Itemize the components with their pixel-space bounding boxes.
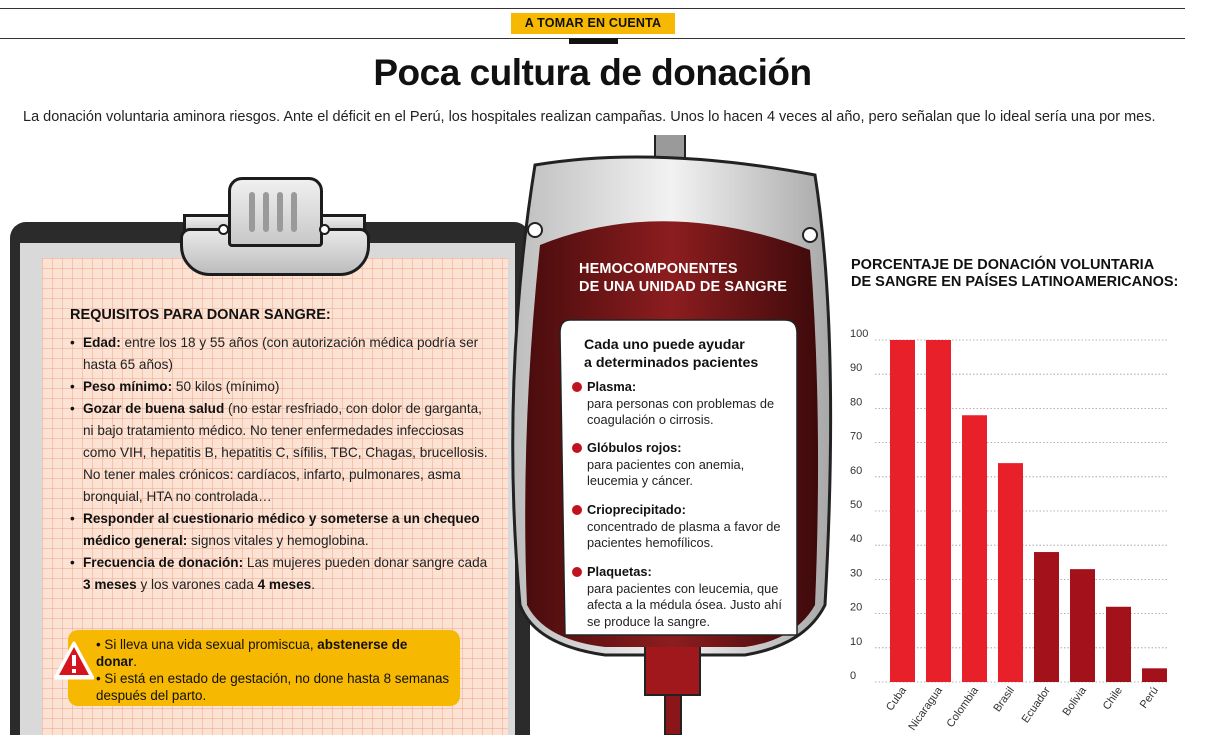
y-tick-label: 70 [850, 430, 863, 443]
bar-perú [1142, 668, 1167, 682]
component-cryo: Crioprecipitado: concentrado de plasma a favor de pacientes hemofílicos. [572, 502, 782, 552]
component-platelets: Plaquetas: para pacientes con leucemia, que afecta a la médula ósea. Justo ahí se produce la sangre. [572, 564, 782, 630]
requirements-title: REQUISITOS PARA DONAR SANGRE: [70, 307, 331, 323]
clip-top [228, 177, 323, 247]
y-tick-label: 50 [850, 499, 863, 511]
y-tick-label: 30 [850, 567, 863, 580]
hemocomponents-card-title: Cada uno puede ayudar a determinados pacientes [584, 337, 759, 371]
hemocomponents-title: HEMOCOMPONENTES DE UNA UNIDAD DE SANGRE [579, 261, 787, 295]
chart-title: PORCENTAJE DE DONACIÓN VOLUNTARIA DE SANGRE EN PAÍSES LATINOAMERICANOS: [851, 257, 1179, 290]
requirement-age: • Edad: entre los 18 y 55 años (con autorización médica podría ser hasta 65 años) [70, 332, 490, 376]
y-tick-label: 100 [850, 328, 869, 340]
bar-chart [845, 315, 1175, 735]
x-tick-label: Brasil [991, 684, 1017, 715]
y-tick-label: 40 [850, 533, 863, 546]
requirement-health: • Gozar de buena salud (no estar resfriado, con dolor de garganta, ni bajo tratamiento médico. No tener enfermedades infecciosas como VIH, hepatitis B, hepatitis C, sífilis, TBC, Chagas, brucellosis. No tener males crónicos: cardíacos, infarto, pulmonares, asma bronquial, HTA no controlada… [70, 398, 490, 508]
page-title: Poca cultura de donación [373, 52, 812, 93]
x-tick-label: Cuba [884, 684, 909, 714]
bar-brasil [998, 463, 1023, 682]
warning-line-2: • Si está en estado de gestación, no done hasta 8 semanas después del parto. [96, 671, 450, 703]
clip-rivet-right [319, 224, 330, 235]
bar-colombia [962, 415, 987, 682]
page-subtitle: La donación voluntaria aminora riesgos. Ante el déficit en el Perú, los hospitales realizan campañas. Unos lo hacen 4 veces al año, pero señalan que lo ideal sería una por mes. [23, 109, 1156, 125]
y-tick-label: 90 [850, 362, 863, 375]
warning-line-1: • Si lleva una vida sexual promiscua, abstenerse de donar. [96, 637, 408, 669]
y-tick-label: 10 [850, 635, 863, 648]
warning-icon [54, 641, 94, 681]
x-tick-label: Perú [1137, 684, 1161, 711]
component-red-cells: Glóbulos rojos: para pacientes con anemia, leucemia y cáncer. [572, 440, 782, 490]
bar-cuba [890, 340, 915, 682]
y-tick-label: 60 [850, 464, 863, 477]
x-tick-label: Colombia [944, 684, 981, 730]
x-tick-label: Chile [1100, 684, 1125, 713]
x-tick-label: Bolivia [1060, 684, 1089, 719]
bar-bolivia [1070, 569, 1095, 682]
y-tick-label: 80 [850, 396, 863, 409]
blood-bag-illustration [505, 135, 840, 735]
y-tick-label: 0 [850, 670, 857, 682]
requirement-frequency: • Frecuencia de donación: Las mujeres pueden donar sangre cada 3 meses y los varones cada 4 meses. [70, 552, 490, 596]
clip-rivet-left [218, 224, 229, 235]
requirement-weight: • Peso mínimo: 50 kilos (mínimo) [70, 376, 490, 398]
x-tick-label: Nicaragua [906, 684, 945, 733]
warning-box [68, 630, 460, 706]
bar-nicaragua [926, 340, 951, 682]
section-kicker: A TOMAR EN CUENTA [511, 13, 675, 34]
requirement-checkup: • Responder al cuestionario médico y someterse a un chequeo médico general: signos vitales y hemoglobina. [70, 508, 490, 552]
top-rule [0, 8, 1185, 9]
component-plasma: Plasma: para personas con problemas de coagulación o cirrosis. [572, 379, 782, 429]
x-tick-label: Ecuador [1019, 684, 1053, 726]
bar-ecuador [1034, 552, 1059, 682]
requirements-list [70, 332, 490, 596]
y-tick-label: 20 [850, 601, 863, 614]
kicker-underline [569, 38, 618, 44]
bar-chile [1106, 607, 1131, 682]
